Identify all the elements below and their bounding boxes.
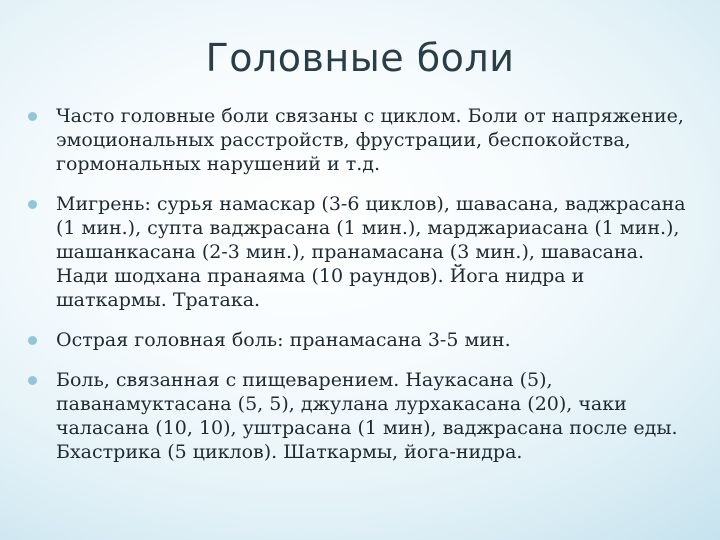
bullet-text: Часто головные боли связаны с циклом. Боли от напряжение, эмоциональных расстройств, фрустрации, беспокойства, гормональных нарушений и т.д. [56, 105, 684, 175]
bullet-dot-icon [28, 376, 37, 385]
slide-title: Головные боли [205, 36, 515, 80]
bullet-item-1 [22, 104, 698, 176]
bullet-dot-icon [28, 200, 37, 209]
bullet-item-3 [22, 328, 698, 352]
bullet-text: Боль, связанная с пищеварением. Наукасана (5), паванамуктасана (5, 5), джулана лурхакасана (20), чаки чаласана (10, 10), уштрасана (1 мин), ваджрасана после еды. Бхастрика (5 циклов). Шаткармы, йога-нидра. [56, 369, 678, 463]
bullet-list [22, 104, 698, 480]
bullet-text: Острая головная боль: пранамасана 3-5 мин. [56, 329, 511, 351]
bullet-dot-icon [28, 112, 37, 121]
bullet-text: Мигрень: сурья намаскар (3-6 циклов), шавасана, ваджрасана (1 мин.), супта ваджрасана (1 мин.), марджариасана (1 мин.), шашанкасана (2-3 мин.), пранамасана (3 мин.), шавасана. Нади шодхана пранаяма (10 раундов). Йога нидра и шаткармы. Тратака. [56, 193, 686, 311]
bullet-item-4 [22, 368, 698, 464]
bullet-item-2 [22, 192, 698, 312]
bullet-dot-icon [28, 336, 37, 345]
